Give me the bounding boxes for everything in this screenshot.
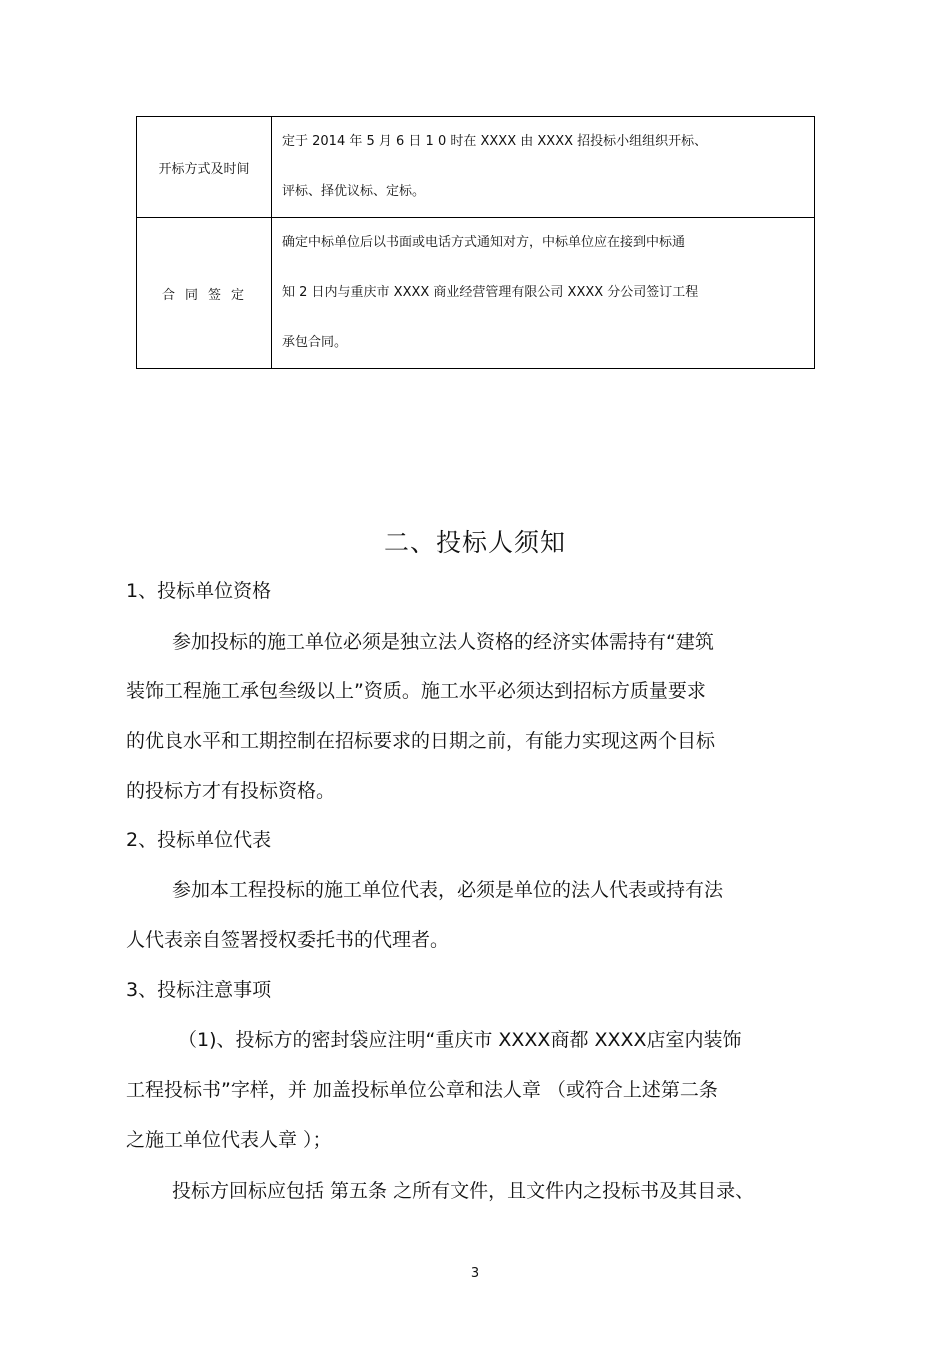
paragraph-line: 参加投标的施工单位必须是独立法人资格的经济实体需持有“建筑 — [172, 631, 714, 653]
paragraph-line: 的优良水平和工期控制在招标要求的日期之前，有能力实现这两个目标 — [126, 730, 716, 752]
subheading-representative: 2、投标单位代表 — [126, 829, 272, 851]
paragraph-line: （1)、投标方的密封袋应注明“重庆市 XXXX商都 XXXX店室内装饰 — [178, 1029, 742, 1051]
subheading-qualification: 1、投标单位资格 — [126, 580, 272, 602]
paragraph-line: 的投标方才有投标资格。 — [126, 780, 336, 802]
table-row — [137, 117, 815, 218]
cell-line: 承包合同。 — [282, 335, 348, 350]
row-label-opening: 开标方式及时间 — [137, 117, 272, 218]
page-number: 3 — [470, 1266, 480, 1281]
row-content-opening — [272, 117, 815, 218]
paragraph-line: 参加本工程投标的施工单位代表，必须是单位的法人代表或持有法 — [172, 879, 724, 901]
paragraph-line: 投标方回标应包括 第五条 之所有文件，且文件内之投标书及其目录、 — [172, 1180, 755, 1202]
section-title: 二、投标人须知 — [383, 528, 566, 557]
cell-line: 确定中标单位后以书面或电话方式通知对方，中标单位应在接到中标通 — [282, 235, 686, 250]
info-table — [136, 116, 815, 369]
paragraph-line: 之施工单位代表人章 ）； — [126, 1129, 332, 1151]
cell-line: 知 2 日内与重庆市 XXXX 商业经营管理有限公司 XXXX 分公司签订工程 — [282, 285, 699, 300]
cell-line: 定于 2014 年 5 月 6 日 1 0 时在 XXXX 由 XXXX 招投标小组组织开标、 — [282, 134, 708, 149]
row-content-contract — [272, 218, 815, 369]
table-row — [137, 218, 815, 369]
paragraph-line: 装饰工程施工承包叁级以上”资质。施工水平必须达到招标方质量要求 — [126, 680, 706, 702]
cell-line: 评标、择优议标、定标。 — [282, 184, 426, 199]
row-label-contract: 合同签定 — [137, 218, 272, 369]
paragraph-line: 人代表亲自签署授权委托书的代理者。 — [126, 929, 450, 951]
paragraph-line: 工程投标书”字样，并 加盖投标单位公章和法人章 （或符合上述第二条 — [126, 1079, 718, 1101]
subheading-notes: 3、投标注意事项 — [126, 979, 272, 1001]
